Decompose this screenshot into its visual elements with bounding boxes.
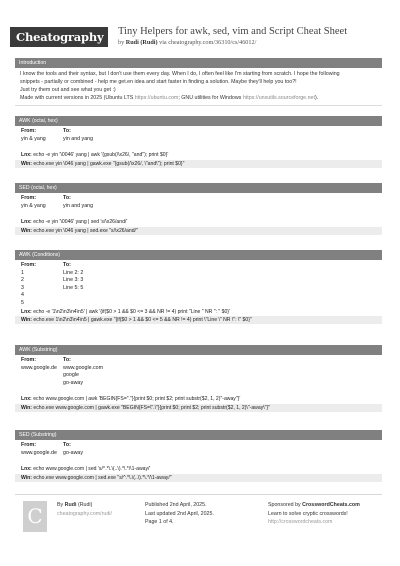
byline-by: by bbox=[118, 39, 125, 46]
section-introduction bbox=[15, 58, 382, 106]
section-awk-octal bbox=[15, 116, 382, 168]
intro-text-part: ). bbox=[314, 95, 319, 101]
from-cell: www.google.de bbox=[21, 449, 57, 456]
footer-author-paren: (Rudi) bbox=[77, 502, 93, 508]
section-heading: SED (octal, hex) bbox=[15, 183, 382, 193]
cmd-label: Win: bbox=[21, 474, 32, 481]
from-cell: 2 bbox=[21, 277, 24, 284]
from-cell: 1 bbox=[21, 269, 24, 276]
to-cell: Line 2: 2 bbox=[63, 269, 84, 276]
col-to: To: bbox=[63, 262, 71, 268]
cmd-label: Win: bbox=[21, 160, 32, 167]
to-cell: www.google.com bbox=[63, 364, 104, 371]
linux-command bbox=[15, 465, 382, 473]
to-cell: Line 3: 3 bbox=[63, 277, 84, 284]
table-row bbox=[21, 300, 376, 308]
cmd-label: Win: bbox=[21, 316, 32, 323]
table-row bbox=[21, 365, 376, 373]
published-date: Published 2nd April, 2025. bbox=[145, 502, 207, 508]
to-cell: Line 5: 5 bbox=[63, 284, 84, 291]
intro-text-part: ; GNU utilities for Windows bbox=[178, 95, 242, 101]
section-awk-substring bbox=[15, 345, 382, 412]
to-cell: google bbox=[63, 372, 79, 379]
intro-line: I know the tools and their syntax, but I don't use them every day. When I do, I often feel like I'm starting from scratch. I hope the following bbox=[20, 71, 340, 77]
cmd-text: echo.exe yin \046 yang | sed.exe "s/\x26/and/" bbox=[33, 227, 138, 234]
site-logo[interactable]: Cheatography bbox=[10, 27, 108, 47]
col-to: To: bbox=[63, 195, 71, 201]
cmd-text: echo www.google.com | sed 's/^.*\.\(..\).*\.*/\1-away/' bbox=[33, 466, 151, 473]
from-cell: 5 bbox=[21, 299, 24, 306]
table-header-row bbox=[21, 262, 376, 270]
col-from: From: bbox=[21, 357, 37, 363]
col-to: To: bbox=[63, 442, 71, 448]
cheatsheet-url[interactable]: cheatography.com/36310/cs/46012/ bbox=[168, 39, 257, 46]
to-cell: go-away bbox=[63, 449, 84, 456]
section-heading: AWK (Substring) bbox=[15, 345, 382, 355]
col-from: From: bbox=[21, 195, 37, 201]
sponsor-url[interactable]: http://crosswordcheats.com bbox=[268, 519, 333, 526]
intro-line: snippets - partially or combined - help me get.en idea and start faster in finding a solution. Maybe they'll help you too?! bbox=[20, 79, 297, 85]
table-row bbox=[21, 292, 376, 300]
page-header bbox=[0, 0, 400, 52]
from-cell: 3 bbox=[21, 284, 24, 291]
footer-publish-info bbox=[145, 501, 214, 527]
from-cell: yin & yang bbox=[21, 135, 46, 142]
table-header-row bbox=[21, 357, 376, 365]
intro-line bbox=[20, 94, 377, 102]
example-table bbox=[15, 193, 382, 210]
author-avatar[interactable]: C bbox=[23, 501, 47, 532]
intro-text bbox=[15, 68, 382, 106]
unxutils-link[interactable]: https://unxutils.sourceforge.net bbox=[242, 95, 315, 101]
linux-command bbox=[15, 218, 382, 226]
cmd-label: Lnx: bbox=[21, 466, 32, 473]
cmd-text: echo.exe 1\n2\n3\n4\n5 | gawk.exe "{if($0 > 1 && $0 <= 5 && NR != 4) print \"Line \" NR \": \" $0}" bbox=[33, 316, 252, 323]
to-cell: yin and yang bbox=[63, 135, 94, 142]
windows-command bbox=[15, 227, 382, 235]
section-heading: AWK (octal, hex) bbox=[15, 116, 382, 126]
section-heading: AWK (Conditions) bbox=[15, 250, 382, 260]
table-header-row bbox=[21, 128, 376, 136]
from-cell: yin & yang bbox=[21, 202, 46, 209]
sponsor-prefix: Sponsored by bbox=[268, 502, 301, 508]
col-from: From: bbox=[21, 262, 37, 268]
to-cell: yin and yang bbox=[63, 202, 94, 209]
table-row bbox=[21, 450, 376, 458]
table-row bbox=[21, 285, 376, 293]
cmd-label: Lnx: bbox=[21, 219, 32, 226]
table-row bbox=[21, 136, 376, 144]
footer-author-name[interactable]: Rudi bbox=[64, 502, 77, 508]
cmd-label: Win: bbox=[21, 227, 32, 234]
footer-author bbox=[57, 501, 112, 518]
author-link[interactable]: Rudi (Rudi) bbox=[125, 39, 158, 46]
col-from: From: bbox=[21, 442, 37, 448]
cmd-text: echo -e yin '\0046' yang | sed 's/\x26/and/' bbox=[33, 219, 128, 226]
byline bbox=[118, 39, 256, 46]
cmd-text: echo -e '1\n2\n3\n4\n5' | awk '{if($0 > 1 && $0 <= 3 && NR != 4) print "Line " NR ": " $0}' bbox=[33, 308, 230, 315]
section-sed-octal bbox=[15, 183, 382, 235]
intro-text-part: Made with current versions in 2025 (Ubuntu LTS bbox=[20, 95, 134, 101]
page-number: Page 1 of 4. bbox=[145, 519, 174, 526]
cmd-label: Lnx: bbox=[21, 152, 32, 159]
page-title: Tiny Helpers for awk, sed, vim and Script Cheat Sheet bbox=[118, 26, 348, 37]
to-cell: go-away bbox=[63, 379, 84, 386]
updated-date: Last updated 2nd April, 2025. bbox=[145, 510, 214, 517]
from-cell bbox=[21, 380, 63, 388]
windows-command bbox=[15, 160, 382, 168]
table-row bbox=[21, 372, 376, 380]
cmd-label: Lnx: bbox=[21, 396, 32, 403]
from-cell bbox=[21, 372, 63, 380]
table-row bbox=[21, 203, 376, 211]
col-from: From: bbox=[21, 128, 37, 134]
from-cell: 4 bbox=[21, 292, 24, 299]
example-table bbox=[15, 126, 382, 143]
table-row bbox=[21, 277, 376, 285]
windows-command bbox=[15, 316, 382, 324]
footer-sponsor bbox=[268, 501, 360, 527]
section-awk-conditions bbox=[15, 250, 382, 324]
table-header-row bbox=[21, 442, 376, 450]
section-heading: SED (Substring) bbox=[15, 430, 382, 440]
footer-by: By bbox=[57, 502, 64, 508]
section-heading: Introduction bbox=[15, 58, 382, 68]
ubuntu-link[interactable]: https://ubuntu.com bbox=[134, 95, 179, 101]
section-sed-substring bbox=[15, 430, 382, 482]
linux-command bbox=[15, 308, 382, 316]
windows-command bbox=[15, 404, 382, 412]
cmd-text: echo -e yin '\0046' yang | awk '{gsub(/\x26/, "and"); print $0}' bbox=[33, 152, 169, 159]
cmd-text: echo.exe yin \046 yang | gawk.exe "{gsub(/\x26/, \"and\"); print $0}" bbox=[33, 160, 185, 167]
cmd-label: Win: bbox=[21, 404, 32, 411]
cmd-text: echo.exe www.google.com | sed.exe "s/^.*\.\(..\).*\.*/\1-away/" bbox=[33, 474, 172, 481]
example-table bbox=[15, 355, 382, 387]
example-table bbox=[15, 440, 382, 457]
cmd-text: echo www.google.com | awk 'BEGIN{FS="."}{print $0; print $2; print substr($2, 1, 2)"-away"}' bbox=[33, 396, 241, 403]
from-cell: www.google.de bbox=[21, 364, 57, 371]
page-footer bbox=[15, 494, 382, 554]
table-row bbox=[21, 380, 376, 388]
intro-line: Just try them out and see what you get :) bbox=[20, 87, 116, 93]
col-to: To: bbox=[63, 128, 71, 134]
col-to: To: bbox=[63, 357, 71, 363]
linux-command bbox=[15, 395, 382, 403]
table-row bbox=[21, 270, 376, 278]
footer-author-url[interactable]: cheatography.com/rudi/ bbox=[57, 510, 112, 517]
table-header-row bbox=[21, 195, 376, 203]
windows-command bbox=[15, 474, 382, 482]
example-table bbox=[15, 260, 382, 308]
sponsor-name[interactable]: CrosswordCheats.com bbox=[302, 502, 360, 508]
linux-command bbox=[15, 151, 382, 159]
cmd-label: Lnx: bbox=[21, 308, 32, 315]
sponsor-tagline: Learn to solve cryptic crosswords! bbox=[268, 510, 348, 517]
byline-via: via bbox=[159, 39, 167, 46]
cmd-text: echo.exe www.google.com | gawk.exe "BEGIN{FS=\".\"}{print $0; print $2; print substr($2, 1, 2)\"-away\"}" bbox=[33, 404, 270, 411]
